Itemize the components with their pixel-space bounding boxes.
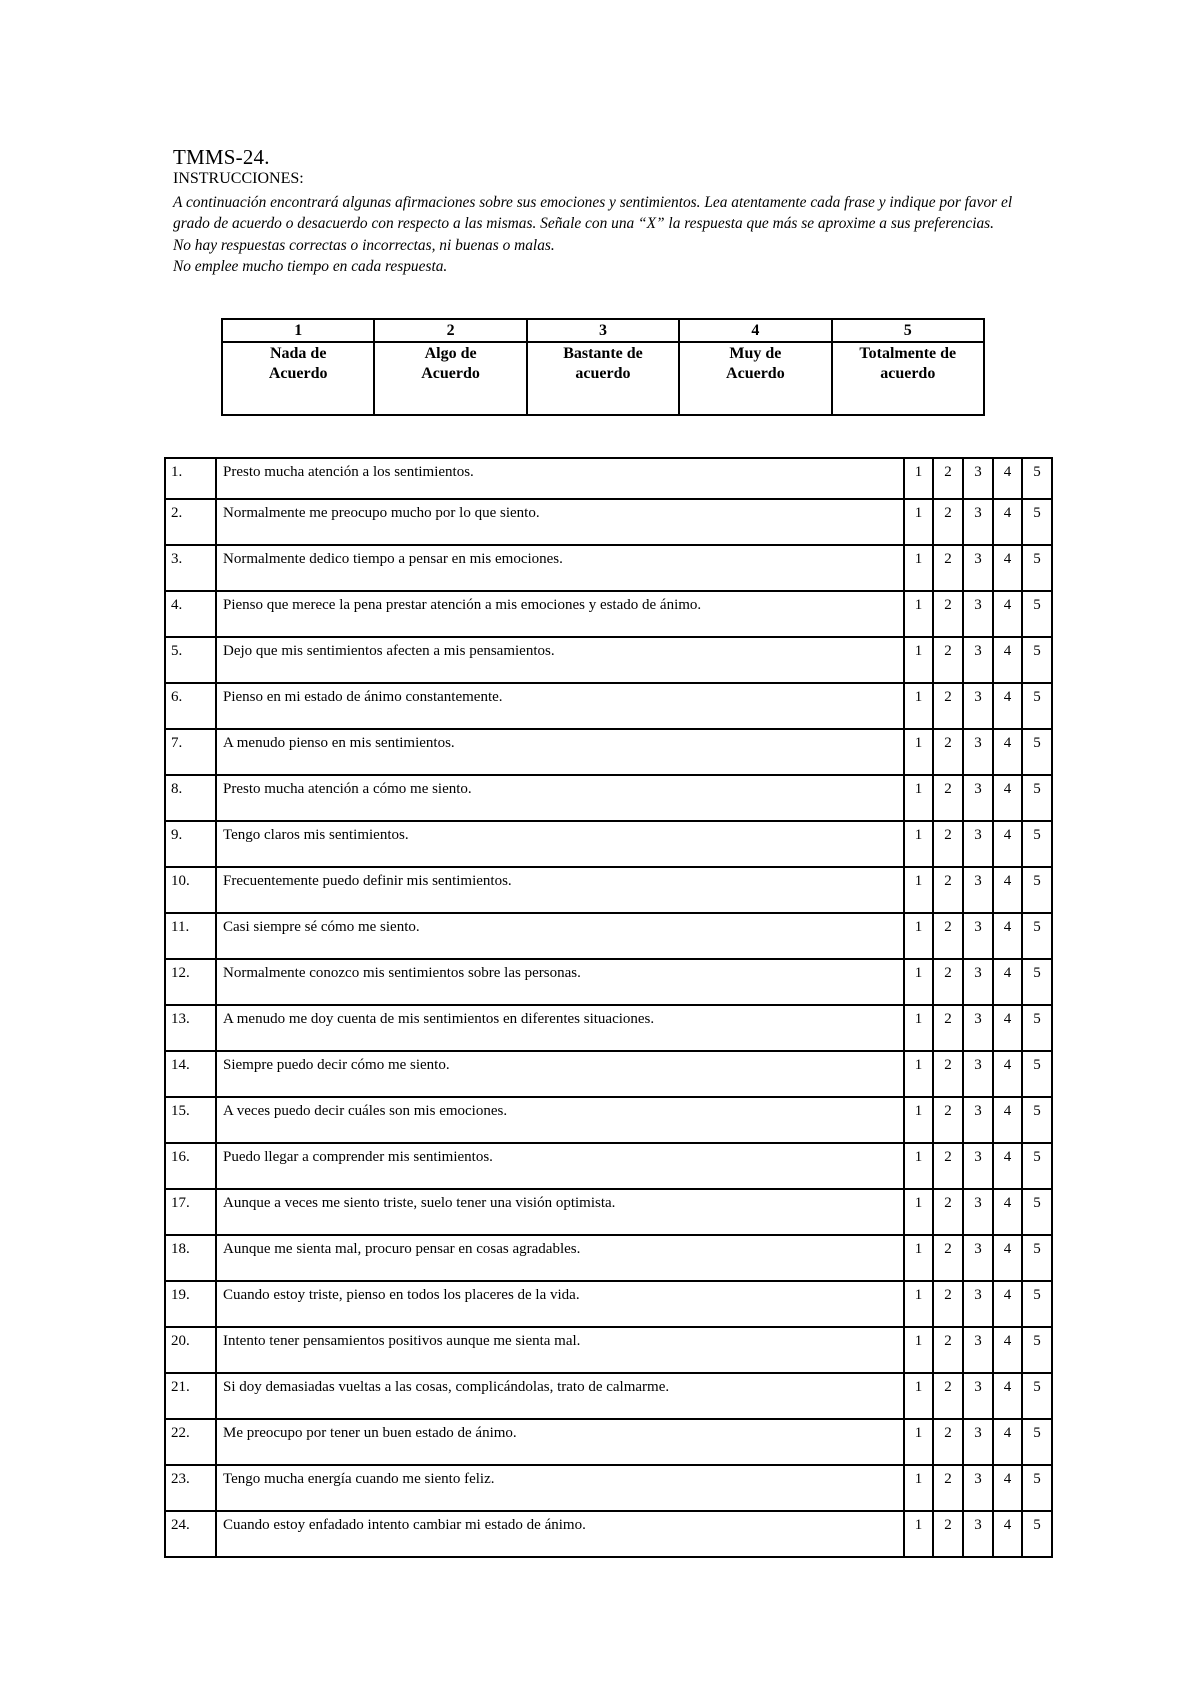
response-option-5[interactable]: 5 <box>1022 959 1052 1005</box>
item-number: 3. <box>165 545 216 591</box>
response-option-5[interactable]: 5 <box>1022 499 1052 545</box>
item-statement: Tengo mucha energía cuando me siento feliz. <box>216 1465 904 1511</box>
questionnaire-row <box>165 959 1052 1005</box>
response-option-3[interactable]: 3 <box>963 1051 993 1097</box>
response-option-5[interactable]: 5 <box>1022 913 1052 959</box>
item-statement: Pienso en mi estado de ánimo constantemente. <box>216 683 904 729</box>
response-option-5[interactable]: 5 <box>1022 637 1052 683</box>
questionnaire-row <box>165 1281 1052 1327</box>
response-option-2[interactable]: 2 <box>933 1511 963 1557</box>
response-option-5[interactable]: 5 <box>1022 1189 1052 1235</box>
response-option-4[interactable]: 4 <box>993 867 1022 913</box>
item-number: 8. <box>165 775 216 821</box>
scale-label-line: Nada de <box>269 345 327 362</box>
response-option-1[interactable]: 1 <box>904 1189 933 1235</box>
item-statement: Siempre puedo decir cómo me siento. <box>216 1051 904 1097</box>
item-statement: Normalmente dedico tiempo a pensar en mis emociones. <box>216 545 904 591</box>
item-number: 18. <box>165 1235 216 1281</box>
item-statement: A menudo pienso en mis sentimientos. <box>216 729 904 775</box>
item-number: 5. <box>165 637 216 683</box>
response-option-5[interactable]: 5 <box>1022 867 1052 913</box>
response-option-4[interactable]: 4 <box>993 913 1022 959</box>
response-option-5[interactable]: 5 <box>1022 1235 1052 1281</box>
response-option-3[interactable]: 3 <box>963 1097 993 1143</box>
questionnaire-row <box>165 729 1052 775</box>
item-number: 2. <box>165 499 216 545</box>
instruction-paragraph: No hay respuestas correctas o incorrectas, ni buenas o malas. <box>173 236 555 254</box>
item-statement: Casi siempre sé cómo me siento. <box>216 913 904 959</box>
response-option-4[interactable]: 4 <box>993 1097 1022 1143</box>
instruction-paragraph: A continuación encontrará algunas afirmaciones sobre sus emociones y sentimientos. Lea atentamente cada frase y indique por favor el grado de acuerdo o desacuerdo con respecto a las mismas. Señale con una “X” la respuesta que más se aproxime a sus preferencias. <box>173 194 1013 233</box>
scale-label <box>527 342 679 415</box>
questionnaire-row <box>165 545 1052 591</box>
response-option-2[interactable]: 2 <box>933 1051 963 1097</box>
response-option-2[interactable]: 2 <box>933 1097 963 1143</box>
response-option-2[interactable]: 2 <box>933 1419 963 1465</box>
item-statement: Pienso que merece la pena prestar atención a mis emociones y estado de ánimo. <box>216 591 904 637</box>
response-option-2[interactable]: 2 <box>933 913 963 959</box>
response-option-3[interactable]: 3 <box>963 729 993 775</box>
response-option-5[interactable]: 5 <box>1022 1419 1052 1465</box>
response-option-2[interactable]: 2 <box>933 1143 963 1189</box>
questionnaire-row <box>165 683 1052 729</box>
response-option-3[interactable]: 3 <box>963 1143 993 1189</box>
response-option-2[interactable]: 2 <box>933 1327 963 1373</box>
questionnaire-row <box>165 591 1052 637</box>
questionnaire-row <box>165 637 1052 683</box>
item-number: 19. <box>165 1281 216 1327</box>
response-option-4[interactable]: 4 <box>993 1327 1022 1373</box>
response-option-2[interactable]: 2 <box>933 959 963 1005</box>
response-option-1[interactable]: 1 <box>904 683 933 729</box>
response-option-4[interactable]: 4 <box>993 1511 1022 1557</box>
item-statement: Puedo llegar a comprender mis sentimientos. <box>216 1143 904 1189</box>
response-option-1[interactable]: 1 <box>904 775 933 821</box>
response-option-1[interactable]: 1 <box>904 1281 933 1327</box>
questionnaire-row <box>165 1189 1052 1235</box>
response-option-1[interactable]: 1 <box>904 867 933 913</box>
response-option-3[interactable]: 3 <box>963 913 993 959</box>
questionnaire-row <box>165 458 1052 499</box>
response-option-5[interactable]: 5 <box>1022 1281 1052 1327</box>
questionnaire-row <box>165 1465 1052 1511</box>
item-number: 24. <box>165 1511 216 1557</box>
response-option-2[interactable]: 2 <box>933 1235 963 1281</box>
response-option-5[interactable]: 5 <box>1022 458 1052 499</box>
response-option-2[interactable]: 2 <box>933 1189 963 1235</box>
response-option-1[interactable]: 1 <box>904 1097 933 1143</box>
questionnaire-row <box>165 913 1052 959</box>
item-statement: Cuando estoy triste, pienso en todos los placeres de la vida. <box>216 1281 904 1327</box>
response-option-3[interactable]: 3 <box>963 683 993 729</box>
response-option-3[interactable]: 3 <box>963 1373 993 1419</box>
response-option-4[interactable]: 4 <box>993 1465 1022 1511</box>
response-option-1[interactable]: 1 <box>904 591 933 637</box>
response-option-5[interactable]: 5 <box>1022 1511 1052 1557</box>
item-statement: A veces puedo decir cuáles son mis emociones. <box>216 1097 904 1143</box>
instructions-block <box>173 192 1048 277</box>
response-option-1[interactable]: 1 <box>904 1051 933 1097</box>
item-number: 6. <box>165 683 216 729</box>
item-number: 12. <box>165 959 216 1005</box>
item-statement: Normalmente conozco mis sentimientos sobre las personas. <box>216 959 904 1005</box>
scale-number: 3 <box>527 319 679 342</box>
scale-label-row <box>222 342 984 415</box>
questionnaire-row <box>165 499 1052 545</box>
item-statement: Tengo claros mis sentimientos. <box>216 821 904 867</box>
response-option-3[interactable]: 3 <box>963 545 993 591</box>
response-option-1[interactable]: 1 <box>904 1327 933 1373</box>
response-option-4[interactable]: 4 <box>993 729 1022 775</box>
questionnaire-row <box>165 1143 1052 1189</box>
scale-label-line: Acuerdo <box>421 365 480 382</box>
questionnaire-row <box>165 775 1052 821</box>
response-option-4[interactable]: 4 <box>993 1373 1022 1419</box>
response-option-3[interactable]: 3 <box>963 1327 993 1373</box>
response-option-1[interactable]: 1 <box>904 1511 933 1557</box>
response-option-2[interactable]: 2 <box>933 458 963 499</box>
response-option-2[interactable]: 2 <box>933 545 963 591</box>
response-option-1[interactable]: 1 <box>904 1235 933 1281</box>
scale-label-line: Muy de <box>729 345 782 362</box>
response-option-5[interactable]: 5 <box>1022 1373 1052 1419</box>
response-option-1[interactable]: 1 <box>904 499 933 545</box>
response-option-2[interactable]: 2 <box>933 637 963 683</box>
response-option-5[interactable]: 5 <box>1022 821 1052 867</box>
response-option-4[interactable]: 4 <box>993 821 1022 867</box>
item-number: 17. <box>165 1189 216 1235</box>
response-option-5[interactable]: 5 <box>1022 775 1052 821</box>
response-option-5[interactable]: 5 <box>1022 1051 1052 1097</box>
response-option-3[interactable]: 3 <box>963 821 993 867</box>
response-option-4[interactable]: 4 <box>993 499 1022 545</box>
questionnaire-row <box>165 1097 1052 1143</box>
response-option-4[interactable]: 4 <box>993 1189 1022 1235</box>
item-statement: Dejo que mis sentimientos afecten a mis pensamientos. <box>216 637 904 683</box>
instruction-paragraph: No emplee mucho tiempo en cada respuesta. <box>173 257 448 275</box>
response-option-4[interactable]: 4 <box>993 1051 1022 1097</box>
response-option-3[interactable]: 3 <box>963 1005 993 1051</box>
response-option-3[interactable]: 3 <box>963 867 993 913</box>
response-option-4[interactable]: 4 <box>993 1005 1022 1051</box>
response-option-2[interactable]: 2 <box>933 1005 963 1051</box>
scale-label <box>374 342 526 415</box>
scale-label-line: acuerdo <box>575 365 631 382</box>
scale-number-row <box>222 319 984 342</box>
item-number: 21. <box>165 1373 216 1419</box>
item-number: 1. <box>165 458 216 499</box>
item-number: 15. <box>165 1097 216 1143</box>
item-number: 9. <box>165 821 216 867</box>
item-number: 10. <box>165 867 216 913</box>
response-option-4[interactable]: 4 <box>993 1419 1022 1465</box>
questionnaire-row <box>165 1419 1052 1465</box>
item-statement: Aunque me sienta mal, procuro pensar en cosas agradables. <box>216 1235 904 1281</box>
response-option-3[interactable]: 3 <box>963 1465 993 1511</box>
item-statement: Presto mucha atención a cómo me siento. <box>216 775 904 821</box>
response-option-5[interactable]: 5 <box>1022 683 1052 729</box>
item-statement: Frecuentemente puedo definir mis sentimientos. <box>216 867 904 913</box>
response-option-1[interactable]: 1 <box>904 545 933 591</box>
response-option-1[interactable]: 1 <box>904 821 933 867</box>
response-option-4[interactable]: 4 <box>993 683 1022 729</box>
scale-label <box>832 342 984 415</box>
response-option-3[interactable]: 3 <box>963 1511 993 1557</box>
item-statement: Normalmente me preocupo mucho por lo que siento. <box>216 499 904 545</box>
questionnaire-table <box>164 457 1053 1558</box>
response-option-3[interactable]: 3 <box>963 637 993 683</box>
questionnaire-row <box>165 1511 1052 1557</box>
response-option-1[interactable]: 1 <box>904 1419 933 1465</box>
response-option-5[interactable]: 5 <box>1022 1465 1052 1511</box>
response-option-4[interactable]: 4 <box>993 591 1022 637</box>
response-option-1[interactable]: 1 <box>904 637 933 683</box>
response-option-5[interactable]: 5 <box>1022 1327 1052 1373</box>
response-option-1[interactable]: 1 <box>904 1005 933 1051</box>
response-option-3[interactable]: 3 <box>963 959 993 1005</box>
response-option-4[interactable]: 4 <box>993 545 1022 591</box>
response-option-4[interactable]: 4 <box>993 637 1022 683</box>
scale-legend-table <box>221 318 985 416</box>
scale-label-line: acuerdo <box>880 365 936 382</box>
response-option-4[interactable]: 4 <box>993 1281 1022 1327</box>
item-statement: Aunque a veces me siento triste, suelo tener una visión optimista. <box>216 1189 904 1235</box>
item-number: 14. <box>165 1051 216 1097</box>
response-option-1[interactable]: 1 <box>904 913 933 959</box>
response-option-1[interactable]: 1 <box>904 729 933 775</box>
response-option-3[interactable]: 3 <box>963 499 993 545</box>
response-option-5[interactable]: 5 <box>1022 1097 1052 1143</box>
response-option-5[interactable]: 5 <box>1022 1143 1052 1189</box>
item-statement: Presto mucha atención a los sentimientos. <box>216 458 904 499</box>
item-number: 11. <box>165 913 216 959</box>
item-statement: A menudo me doy cuenta de mis sentimientos en diferentes situaciones. <box>216 1005 904 1051</box>
response-option-4[interactable]: 4 <box>993 775 1022 821</box>
item-statement: Intento tener pensamientos positivos aunque me sienta mal. <box>216 1327 904 1373</box>
questionnaire-row <box>165 867 1052 913</box>
response-option-2[interactable]: 2 <box>933 775 963 821</box>
item-number: 7. <box>165 729 216 775</box>
item-number: 13. <box>165 1005 216 1051</box>
response-option-5[interactable]: 5 <box>1022 591 1052 637</box>
scale-label <box>679 342 831 415</box>
item-statement: Cuando estoy enfadado intento cambiar mi estado de ánimo. <box>216 1511 904 1557</box>
item-number: 23. <box>165 1465 216 1511</box>
response-option-1[interactable]: 1 <box>904 1143 933 1189</box>
response-option-3[interactable]: 3 <box>963 775 993 821</box>
response-option-5[interactable]: 5 <box>1022 545 1052 591</box>
response-option-2[interactable]: 2 <box>933 1373 963 1419</box>
response-option-4[interactable]: 4 <box>993 1235 1022 1281</box>
scale-number: 1 <box>222 319 374 342</box>
questionnaire-row <box>165 1327 1052 1373</box>
questionnaire-row <box>165 1373 1052 1419</box>
response-option-3[interactable]: 3 <box>963 1189 993 1235</box>
questionnaire-row <box>165 1005 1052 1051</box>
response-option-5[interactable]: 5 <box>1022 729 1052 775</box>
response-option-2[interactable]: 2 <box>933 683 963 729</box>
response-option-3[interactable]: 3 <box>963 1235 993 1281</box>
item-statement: Si doy demasiadas vueltas a las cosas, complicándolas, trato de calmarme. <box>216 1373 904 1419</box>
scale-label-line: Bastante de <box>563 345 643 362</box>
response-option-2[interactable]: 2 <box>933 499 963 545</box>
response-option-2[interactable]: 2 <box>933 821 963 867</box>
response-option-3[interactable]: 3 <box>963 1281 993 1327</box>
response-option-2[interactable]: 2 <box>933 1465 963 1511</box>
scale-number: 4 <box>679 319 831 342</box>
response-option-4[interactable]: 4 <box>993 959 1022 1005</box>
response-option-1[interactable]: 1 <box>904 959 933 1005</box>
response-option-2[interactable]: 2 <box>933 1281 963 1327</box>
scale-label-line: Acuerdo <box>268 365 328 382</box>
questionnaire-row <box>165 821 1052 867</box>
instructions-heading: INSTRUCCIONES: <box>173 170 304 187</box>
response-option-2[interactable]: 2 <box>933 729 963 775</box>
item-number: 22. <box>165 1419 216 1465</box>
item-number: 16. <box>165 1143 216 1189</box>
questionnaire-row <box>165 1051 1052 1097</box>
response-option-1[interactable]: 1 <box>904 1465 933 1511</box>
response-option-3[interactable]: 3 <box>963 458 993 499</box>
scale-label-line: Algo de <box>424 345 477 362</box>
scale-number: 2 <box>374 319 526 342</box>
response-option-4[interactable]: 4 <box>993 1143 1022 1189</box>
page-title: TMMS-24. <box>173 145 270 169</box>
response-option-4[interactable]: 4 <box>993 458 1022 499</box>
item-number: 20. <box>165 1327 216 1373</box>
questionnaire-row <box>165 1235 1052 1281</box>
response-option-2[interactable]: 2 <box>933 867 963 913</box>
response-option-1[interactable]: 1 <box>904 458 933 499</box>
scale-number: 5 <box>832 319 984 342</box>
scale-label <box>222 342 374 415</box>
scale-label-line: Totalmente de <box>859 345 957 362</box>
response-option-1[interactable]: 1 <box>904 1373 933 1419</box>
response-option-5[interactable]: 5 <box>1022 1005 1052 1051</box>
item-statement: Me preocupo por tener un buen estado de ánimo. <box>216 1419 904 1465</box>
response-option-3[interactable]: 3 <box>963 1419 993 1465</box>
response-option-2[interactable]: 2 <box>933 591 963 637</box>
item-number: 4. <box>165 591 216 637</box>
scale-label-line: Acuerdo <box>726 365 785 382</box>
response-option-3[interactable]: 3 <box>963 591 993 637</box>
